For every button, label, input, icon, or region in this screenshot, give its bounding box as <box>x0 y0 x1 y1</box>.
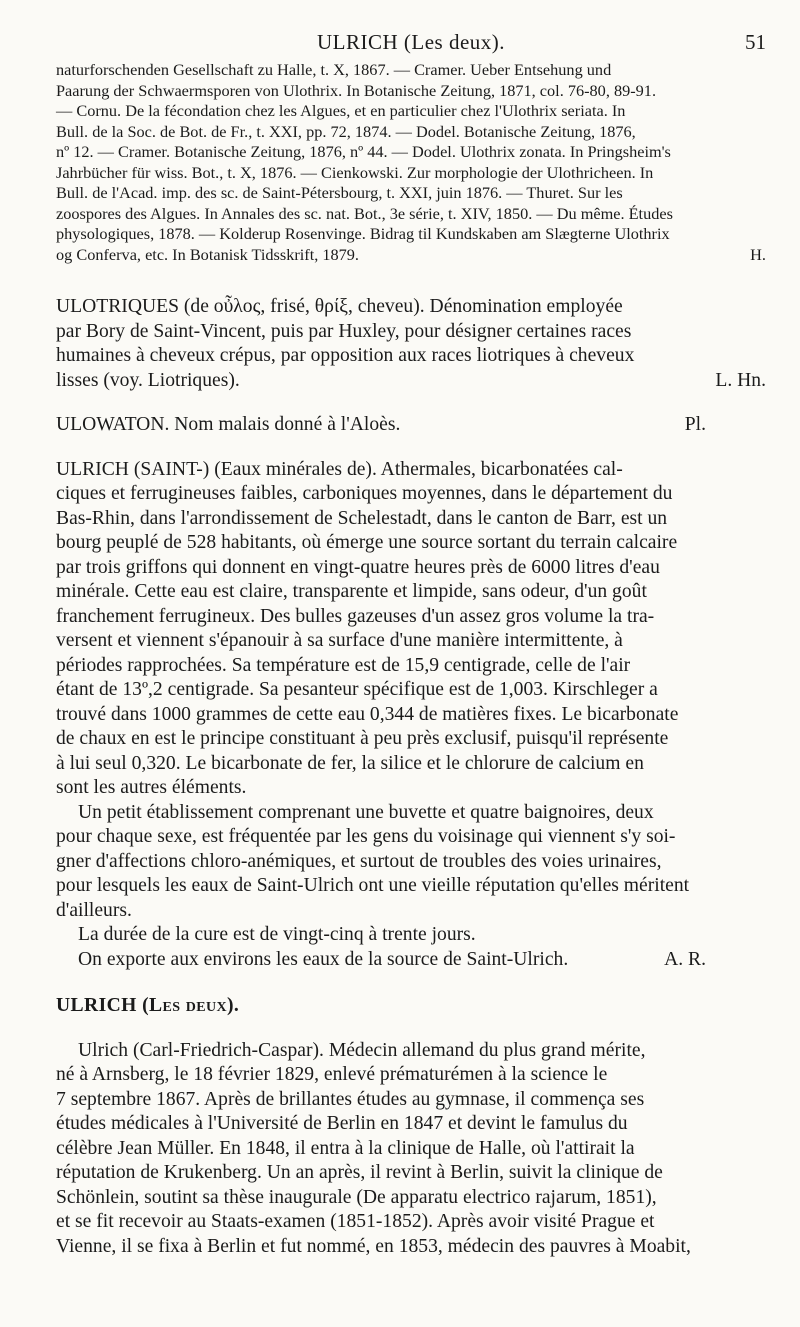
biblio-line <box>56 245 766 266</box>
entry-line: pour lesquels les eaux de Saint-Ulrich ont une vieille réputation qu'elles méritent <box>56 875 690 896</box>
entry-line: Vienne, il se fixa à Berlin et fut nommé, en 1853, médecin des pauvres à Moabit, <box>56 1235 691 1257</box>
entry-line: 7 septembre 1867. Après de brillantes études au gymnase, il commença ses <box>56 1088 645 1110</box>
entry-line: Schönlein, soutint sa thèse inaugurale (De apparatu electrico rajarum, 1851), <box>56 1186 657 1208</box>
biblio-line: physologiques, 1878. — Kolderup Rosenvinge. Bidrag til Kundskaben am Slægterne Ulothrix <box>56 224 670 243</box>
entry-line: minérale. Cette eau est claire, transparente et limpide, sans odeur, d'un goût <box>56 581 647 602</box>
entry-line: ULOTRIQUES (de οὖλος, frisé, θρίξ, cheveu). Dénomination employée <box>56 296 623 317</box>
running-head: ULRICH (Les deux). <box>316 30 506 54</box>
biblio-line: Bull. de l'Acad. imp. des sc. de Saint-Pétersbourg, t. XXI, juin 1876. — Thuret. Sur les <box>56 183 623 202</box>
entry-line: étant de 13º,2 centigrade. Sa pesanteur spécifique est de 1,003. Kirschleger a <box>56 679 658 700</box>
entry-line: réputation de Krukenberg. Un an après, il revint à Berlin, suivit la clinique de <box>56 1162 663 1183</box>
biblio-line: Bull. de la Soc. de Bot. de Fr., t. XXI, pp. 72, 1874. — Dodel. Botanische Zeitung, 1876, <box>56 121 636 141</box>
entry-line-text: ULOWATON. Nom malais donné à l'Aloès. <box>56 414 401 435</box>
entry-heading: ULRICH (Les deux). <box>56 995 240 1016</box>
entry-line: et se fit recevoir au Staats-examen (1851-1852). Après avoir visité Prague et <box>56 1211 655 1232</box>
entry-line: d'ailleurs. <box>56 899 132 921</box>
author-signature: Pl. <box>684 414 706 435</box>
entry-ulrich-saint <box>56 458 766 973</box>
entry-line: versent et viennent s'épanouir à sa surface d'une manière intermittente, à <box>56 630 623 651</box>
biblio-line: Paarung der Schwaermsporen von Ulothrix. In Botanische Zeitung, 1871, col. 76-80, 89-91. <box>56 80 657 100</box>
entry-ulrich-les-deux <box>56 994 766 1259</box>
biblio-line: Jahrbücher für wiss. Bot., t. X, 1876. — Cienkowski. Zur morphologie der Ulothricheen. In <box>56 162 654 182</box>
entry-line: ciques et ferrugineuses faibles, carboniques moyennes, dans le département du <box>56 483 673 504</box>
entry-line: études médicales à l'Université de Berlin en 1847 et devint le famulus du <box>56 1113 628 1134</box>
bibliography-block <box>56 60 766 265</box>
entry-line: bourg peuplé de 528 habitants, où émerge une source sortant du terrain calcaire <box>56 532 678 553</box>
entry-line: sont les autres éléments. <box>56 777 247 798</box>
entry-line: franchement ferrugineux. Des bulles gazeuses d'un assez gros volume la tra- <box>56 605 655 627</box>
entry-line: à lui seul 0,320. Le bicarbonate de fer, la silice et le chlorure de calcium en <box>56 752 644 774</box>
entry-line: Bas-Rhin, dans l'arrondissement de Schelestadt, dans le canton de Barr, est un <box>56 507 668 529</box>
biblio-line: naturforschenden Gesellschaft zu Halle, t. X, 1867. — Cramer. Ueber Entsehung und <box>56 60 612 79</box>
entry-line: Ulrich (Carl-Friedrich-Caspar). Médecin allemand du plus grand mérite, <box>78 1039 646 1061</box>
entry-ulotriques <box>56 295 766 393</box>
entry-line <box>56 413 766 438</box>
author-signature: A. R. <box>664 948 706 970</box>
entry-line <box>56 369 766 394</box>
entry-line: La durée de la cure est de vingt-cinq à trente jours. <box>78 924 476 945</box>
entry-line <box>56 948 766 973</box>
entry-line-text: On exporte aux environs les eaux de la source de Saint-Ulrich. <box>78 948 569 970</box>
biblio-line: — Cornu. De la fécondation chez les Algues, et en particulier chez l'Ulothrix seriata. In <box>56 101 626 120</box>
biblio-line: nº 12. — Cramer. Botanische Zeitung, 1876, nº 44. — Dodel. Ulothrix zonata. In Pringsheim's <box>56 142 671 161</box>
entry-line-text: lisses (voy. Liotriques). <box>56 369 240 391</box>
entry-line: par Bory de Saint-Vincent, puis par Huxley, pour désigner certaines races <box>56 320 632 342</box>
entry-line: pour chaque sexe, est fréquentée par les gens du voisinage qui viennent s'y soi- <box>56 826 676 847</box>
author-signature: L. Hn. <box>715 369 766 391</box>
entry-line: né à Arnsberg, le 18 février 1829, enlevé prématurémen à la science le <box>56 1064 608 1085</box>
entry-line: Un petit établissement comprenant une buvette et quatre baignoires, deux <box>78 801 654 823</box>
entry-line: trouvé dans 1000 grammes de cette eau 0,344 de matières fixes. Le bicarbonate <box>56 703 679 725</box>
entry-ulowaton <box>56 413 766 438</box>
page-header <box>56 22 766 56</box>
biblio-line-text: og Conferva, etc. In Botanisk Tidsskrift, 1879. <box>56 244 359 264</box>
entry-line: gner d'affections chloro-anémiques, et surtout de troubles des voies urinaires, <box>56 850 662 872</box>
entry-line: célèbre Jean Müller. En 1848, il entra à la clinique de Halle, où l'attirait la <box>56 1137 635 1159</box>
biblio-line: zoospores des Algues. In Annales des sc. nat. Bot., 3e série, t. XIV, 1850. — Du même. Études <box>56 203 673 223</box>
entry-line: par trois griffons qui donnent en vingt-quatre heures près de 6000 litres d'eau <box>56 556 660 578</box>
page-number: 51 <box>745 30 766 54</box>
entry-line: de chaux en est le principe constituant à peu près exclusif, puisqu'il représente <box>56 728 669 749</box>
entry-line: périodes rapprochées. Sa température est de 15,9 centigrade, celle de l'air <box>56 654 631 676</box>
entry-line: humaines à cheveux crépus, par opposition aux races liotriques à cheveux <box>56 345 635 366</box>
author-signature: H. <box>750 244 766 264</box>
entry-line: ULRICH (SAINT-) (Eaux minérales de). Athermales, bicarbonatées cal- <box>56 458 623 480</box>
